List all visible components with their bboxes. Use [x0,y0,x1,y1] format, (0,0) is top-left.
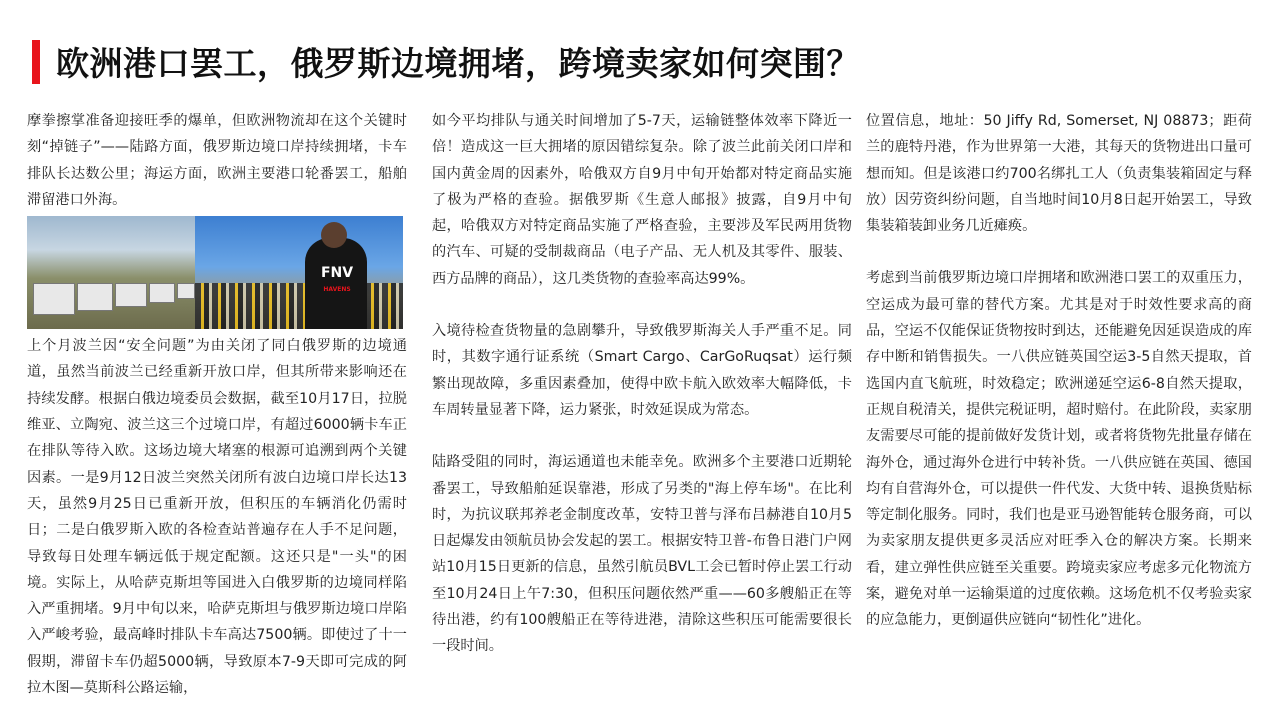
paragraph: 位置信息，地址：50 Jiffy Rd, Somerset, NJ 08873；距荷兰的鹿特丹港，作为世界第一大港，其每天的货物进出口量可想而知。但是该港口约700名绑扎工人（负责集装箱固定与释放）因劳资纠纷问题，自当地时间10月8日起开始罢工，导致集装箱装卸业务几近瘫痪。 [866,113,1252,235]
truck-shape [33,283,75,315]
title-accent-bar [32,40,40,84]
paragraph: 摩拳擦掌准备迎接旺季的爆单，但欧洲物流却在这个关键时刻“掉链子”——陆路方面，俄罗斯边境口岸持续拥堵，卡车排队长达数公里；海运方面，欧洲主要港口轮番罢工，船舶滞留港口外海。 [27,113,407,208]
truck-shape [115,283,147,307]
article-title: 欧洲港口罢工，俄罗斯边境拥堵，跨境卖家如何突围？ [56,44,860,83]
paragraph: 考虑到当前俄罗斯边境口岸拥堵和欧洲港口罢工的双重压力，空运成为最可靠的替代方案。尤其是对于时效性要求高的商品，空运不仅能保证货物按时到达，还能避免因延误造成的库存中断和销售损失。一八供应链英国空运3-5自然天提取，首选国内直飞航班，时效稳定；欧洲递延空运6-8自然天提取，正规自税清关，提供完税证明，超时赔付。在此阶段，卖家朋友需要尽可能的提前做好发货计划，或者将货物先批量存储在海外仓，通过海外仓进行中转补货。一八供应链在英国、德国均有自营海外仓，可以提供一件代发、大货中转、退换货贴标等定制化服务。同时，我们也是亚马逊智能转仓服务商，可以为卖家朋友提供更多灵活应对旺季入仓的解决方案。长期来看，建立弹性供应链至关重要。跨境卖家应考虑多元化物流方案，避免对单一运输渠道的过度依赖。这场危机不仅考验卖家的应急能力，更倒逼供应链向“韧性化”进化。 [866,270,1252,629]
crowd-shape [195,283,403,329]
truck-shape [77,283,113,311]
article-column-1 [27,108,407,720]
paragraph: 入境待检查货物量的急剧攀升，导致俄罗斯海关人手严重不足。同时，其数字通行证系统（Smart Cargo、CarGoRuqsat）运行频繁出现故障，多重因素叠加，使得中欧卡航入欧效率大幅降低，卡车周转量显著下降，运力紧张，时效延误成为常态。 [432,323,852,418]
vest-logo-text: FNV [320,265,354,282]
truck-queue-photo [27,216,195,329]
article-column-2 [432,108,852,720]
paragraph: 陆路受阻的同时，海运通道也未能幸免。欧洲多个主要港口近期轮番罢工，导致船舶延误靠港，形成了另类的"海上停车场"。在比利时，为抗议联邦养老金制度改革，安特卫普与泽布吕赫港自10月5日起爆发由领航员协会发起的罢工。根据安特卫普-布鲁日港门户网站10月15日更新的信息，虽然引航员BVL工会已暂时停止罢工行动至10月24日上午7:30，但积压问题依然严重——60多艘船正在等待出港，约有100艘船正在等待进港，清除这些积压可能需要很长一段时间。 [432,454,852,655]
truck-shape [177,283,195,299]
vest-logo-subtext: HAVENS [323,286,351,294]
news-photo [27,216,403,329]
paragraph: 如今平均排队与通关时间增加了5-7天，运输链整体效率下降近一倍！造成这一巨大拥堵的原因错综复杂。除了波兰此前关闭口岸和国内黄金周的因素外，哈俄双方自9月中旬开始都对特定商品实施了极为严格的查验。据俄罗斯《生意人邮报》披露，自9月中旬起，哈俄双方对特定商品实施了严格查验，主要涉及军民两用货物的汽车、可疑的受制裁商品（电子产品、无人机及其零件、服装、西方品牌的商品），这几类货物的查验率高达99%。 [432,113,852,287]
paragraph: 上个月波兰因“安全问题”为由关闭了同白俄罗斯的边境通道，虽然当前波兰已经重新开放口岸，但其所带来影响还在持续发酵。根据白俄边境委员会数据，截至10月17日，拉脱维亚、立陶宛、波兰这三个过境口岸，有超过6000辆卡车正在排队等待入欧。这场边境大堵塞的根源可追溯到两个关键因素。一是9月12日波兰突然关闭所有波白边境口岸长达13天，虽然9月25日已重新开放，但积压的车辆消化仍需时日；二是白俄罗斯入欧的各检查站普遍存在人手不足问题，导致每日处理车辆远低于规定配额。这还只是"一头"的困境。实际上，从哈萨克斯坦等国进入白俄罗斯的边境同样陷入严重拥堵。9月中旬以来，哈萨克斯坦与俄罗斯边境口岸陷入严峻考验，最高峰时排队卡车高达7500辆。即使过了十一假期，滞留卡车仍超5000辆，导致原本7-9天即可完成的阿拉木图—莫斯科公路运输， [27,338,407,697]
truck-shape [149,283,175,303]
port-strike-photo [195,216,403,329]
speaker-head [321,222,347,248]
article-column-3 [866,108,1252,720]
